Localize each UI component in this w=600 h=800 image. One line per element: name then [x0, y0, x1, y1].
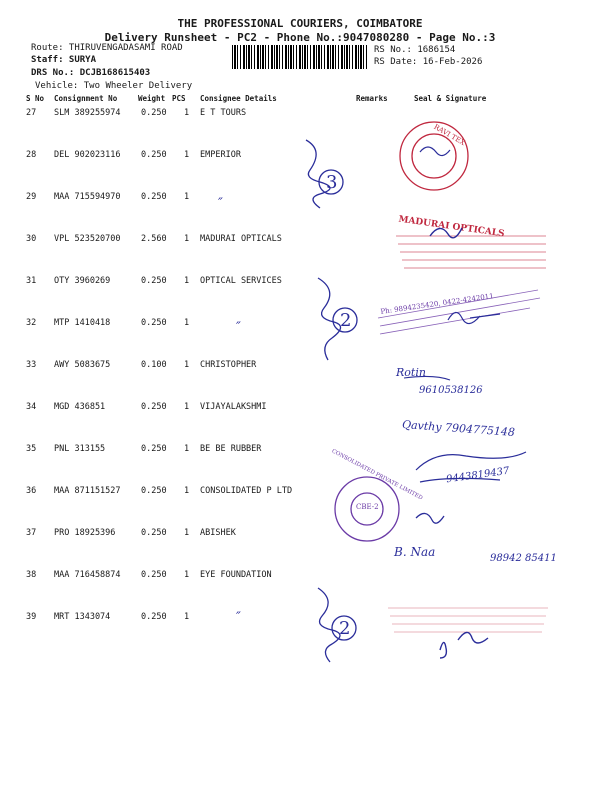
signature-flourish: [416, 513, 444, 523]
row-wt: 0.250: [141, 444, 167, 454]
signature-name: B. Naa: [394, 545, 436, 559]
row-wt: 0.250: [141, 528, 167, 538]
row-wt: 0.250: [141, 108, 167, 118]
row-pcs: 1: [184, 570, 190, 580]
row-name: VIJAYALAKSHMI: [200, 402, 267, 412]
ditto-mark: ″: [236, 610, 241, 625]
ditto-mark: ″: [236, 320, 241, 335]
row-cn: MRT 1343074: [54, 612, 111, 622]
row-pcs: 1: [184, 192, 190, 202]
rs-number: RS No.: 1686154: [374, 45, 456, 55]
col-pcs: PCS: [172, 94, 186, 103]
row-pcs: 1: [184, 318, 190, 328]
row-pcs: 1: [184, 612, 190, 622]
row-cn: PRO 18925396: [54, 528, 116, 538]
row-sno: 38: [26, 570, 37, 580]
ditto-mark: ″: [218, 196, 223, 211]
row-sno: 33: [26, 360, 37, 370]
row-sno: 35: [26, 444, 37, 454]
row-wt: 0.100: [141, 360, 167, 370]
col-consignee: Consignee Details: [200, 94, 277, 103]
row-sno: 30: [26, 234, 37, 244]
row-sno: 31: [26, 276, 37, 286]
row-sno: 32: [26, 318, 37, 328]
bracket-mark: [318, 588, 340, 662]
row-wt: 0.250: [141, 486, 167, 496]
row-pcs: 1: [184, 360, 190, 370]
col-weight: Weight: [138, 94, 166, 103]
row-cn: MGD 436851: [54, 402, 106, 412]
row-sno: 27: [26, 108, 37, 118]
row-name: CHRISTOPHER: [200, 360, 257, 370]
barcode: [232, 45, 368, 69]
row-name: EYE FOUNDATION: [200, 570, 272, 580]
row-pcs: 1: [184, 150, 190, 160]
stamp-ravi-tex: RAVI TEX: [432, 122, 467, 148]
row-name: E T TOURS: [200, 108, 247, 118]
row-wt: 0.250: [141, 612, 167, 622]
company-title: THE PROFESSIONAL COURIERS, COIMBATORE: [177, 17, 423, 30]
row-pcs: 1: [184, 444, 190, 454]
signature-name: Rotin: [396, 366, 426, 379]
row-wt: 0.250: [141, 192, 167, 202]
vehicle-label: Vehicle: Two Wheeler Delivery: [35, 81, 193, 91]
stamp-consolidated-code: CBE-2: [356, 503, 379, 511]
runsheet-title: Delivery Runsheet - PC2 - Phone No.:9047080280 - Page No.:3: [104, 31, 496, 44]
rs-date: RS Date: 16-Feb-2026: [374, 57, 483, 67]
stamp-block-row39: [388, 608, 548, 632]
row-cn: AWY 5083675: [54, 360, 111, 370]
bracket-mark: [318, 278, 341, 360]
signature-row39: [440, 632, 488, 658]
col-remarks: Remarks: [356, 94, 388, 103]
row-pcs: 1: [184, 276, 190, 286]
row-sno: 28: [26, 150, 37, 160]
row-cn: MAA 715594970: [54, 192, 121, 202]
row-cn: PNL 313155: [54, 444, 106, 454]
signature-optical-services: [448, 312, 500, 323]
row-sno: 34: [26, 402, 37, 412]
row-cn: DEL 902023116: [54, 150, 121, 160]
row-wt: 0.250: [141, 150, 167, 160]
parcel-count: 3: [326, 172, 338, 193]
stamp-madurai-opticals: MADURAI OPTICALS: [397, 214, 506, 240]
row-cn: MTP 1410418: [54, 318, 111, 328]
drs-label: DRS No.: DCJB168615403: [31, 68, 151, 78]
row-wt: 2.560: [141, 234, 167, 244]
col-sno: S No: [26, 94, 45, 103]
parcel-count: 2: [340, 310, 352, 331]
col-seal: Seal & Signature: [414, 94, 487, 103]
row-pcs: 1: [184, 486, 190, 496]
signature-phone: Qavthy 7904775148: [401, 418, 516, 439]
stamp-consolidated: CONSOLIDATED PRIVATE LIMITED: [330, 448, 424, 502]
row-pcs: 1: [184, 402, 190, 412]
parcel-count: 2: [339, 618, 351, 639]
row-sno: 39: [26, 612, 37, 622]
row-name: MADURAI OPTICALS: [200, 234, 282, 244]
stamp-optical-services: Ph: 9894235420, 0422-4242011: [379, 292, 495, 316]
staff-label: Staff: SURYA: [31, 55, 97, 65]
row-pcs: 1: [184, 234, 190, 244]
row-cn: OTY 3960269: [54, 276, 111, 286]
row-name: OPTICAL SERVICES: [200, 276, 282, 286]
stamp-block-opticals: [396, 236, 546, 268]
signature-phone: 98942 85411: [490, 553, 557, 564]
row-wt: 0.250: [141, 570, 167, 580]
row-wt: 0.250: [141, 402, 167, 412]
row-name: EMPERIOR: [200, 150, 241, 160]
row-cn: SLM 389255974: [54, 108, 121, 118]
seal-ravi-tex: [400, 122, 468, 190]
row-name: CONSOLIDATED P LTD: [200, 486, 293, 496]
row-sno: 29: [26, 192, 37, 202]
col-consignment: Consignment No: [54, 94, 118, 103]
row-wt: 0.250: [141, 318, 167, 328]
row-sno: 36: [26, 486, 37, 496]
row-wt: 0.250: [141, 276, 167, 286]
signature-phone: 9443819437: [445, 465, 511, 486]
row-pcs: 1: [184, 108, 190, 118]
row-name: BE BE RUBBER: [200, 444, 262, 454]
row-cn: MAA 871151527: [54, 486, 121, 496]
row-name: ABISHEK: [200, 528, 236, 538]
signature-phone: 9610538126: [419, 385, 483, 396]
row-cn: MAA 716458874: [54, 570, 121, 580]
row-pcs: 1: [184, 528, 190, 538]
route-label: Route: THIRUVENGADASAMI ROAD: [31, 43, 183, 53]
row-sno: 37: [26, 528, 37, 538]
row-cn: VPL 523520700: [54, 234, 121, 244]
